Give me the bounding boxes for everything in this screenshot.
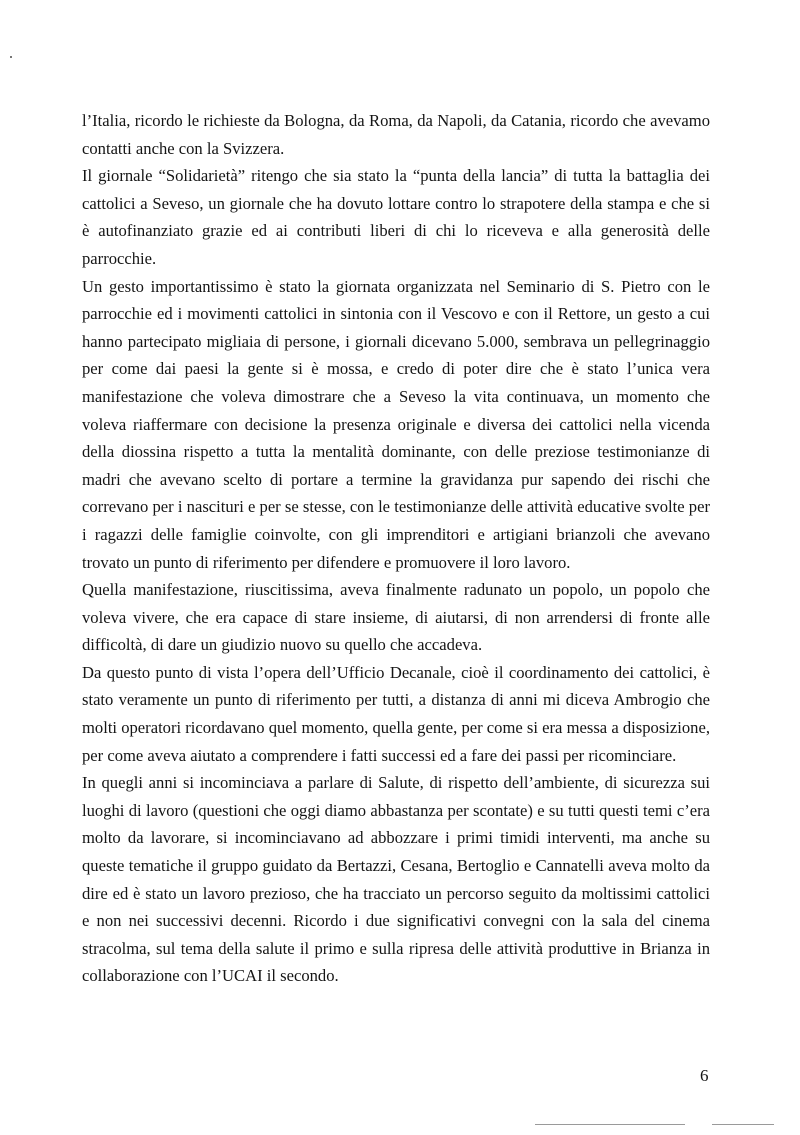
- paragraph-3: Un gesto importantissimo è stato la giornata organizzata nel Seminario di S. Pietro con le parrocchie ed i movimenti cattolici in sintonia con il Vescovo e con il Rettore, un gesto a cui hanno partecipato migliaia di persone, i giornali dicevano 5.000, sembrava un pellegrinaggio per come dai paesi la gente si è mossa, e credo di poter dire che è stato l’unica vera manifestazione che voleva dimostrare che a Seveso la vita continuava, un momento che voleva riaffermare con decisione la presenza originale e diversa dei cattolici nella vicenda della diossina rispetto a tutta la mentalità dominante, con delle preziose testimonianze di madri che avevano scelto di portare a termine la gravidanza pur sapendo dei rischi che correvano per i nascituri e per se stesse, con le testimonianze delle attività educative svolte per i ragazzi delle famiglie coinvolte, con gli imprenditori e artigiani brianzoli che avevano trovato un punto di riferimento per difendere e promuovere il loro lavoro.: [82, 276, 710, 572]
- paragraph-2: Il giornale “Solidarietà” ritengo che sia stato la “punta della lancia” di tutta la battaglia dei cattolici a Seveso, un giornale che ha dovuto lottare contro lo strapotere della stampa e che si è autofinanziato grazie ed ai contributi liberi di chi lo riceveva e alla generosità delle parrocchie.: [82, 166, 710, 268]
- body-text: [82, 107, 710, 990]
- scan-edge-line: [712, 1124, 774, 1125]
- page-number: 6: [700, 1066, 709, 1085]
- paragraph-4: Quella manifestazione, riuscitissima, aveva finalmente radunato un popolo, un popolo che voleva vivere, che era capace di stare insieme, di aiutarsi, di non arrendersi di fronte alle difficoltà, di dare un giudizio nuovo su quello che accadeva.: [82, 580, 710, 655]
- paragraph-6: In quegli anni si incominciava a parlare di Salute, di rispetto dell’ambiente, di sicurezza sui luoghi di lavoro (questioni che oggi diamo abbastanza per scontate) e su tutti questi temi c’era molto da lavorare, si incominciavano ad abbozzare i primi timidi interventi, ma anche su queste tematiche il gruppo guidato da Bertazzi, Cesana, Bertoglio e Cannatelli aveva molto da dire ed è stato un lavoro prezioso, che ha tracciato un percorso seguito da moltissimi cattolici e non nei successivi decenni. Ricordo i due significativi convegni con la sala del cinema stracolma, sul tema della salute il primo e sulla ripresa delle attività produttive in Brianza in collaborazione con l’UCAI il secondo.: [82, 773, 710, 986]
- scan-speck: [10, 56, 12, 58]
- paragraph-1: l’Italia, ricordo le richieste da Bologna, da Roma, da Napoli, da Catania, ricordo che avevamo contatti anche con la Svizzera.: [82, 111, 710, 158]
- paragraph-5: Da questo punto di vista l’opera dell’Ufficio Decanale, cioè il coordinamento dei cattolici, è stato veramente un punto di riferimento per tutti, a distanza di anni mi diceva Ambrogio che molti operatori ricordavano quel momento, quella gente, per come si era messa a disposizione, per come aveva aiutato a comprendere i fatti successi ed a fare dei passi per ricominciare.: [82, 662, 710, 765]
- scan-edge-line: [535, 1124, 685, 1125]
